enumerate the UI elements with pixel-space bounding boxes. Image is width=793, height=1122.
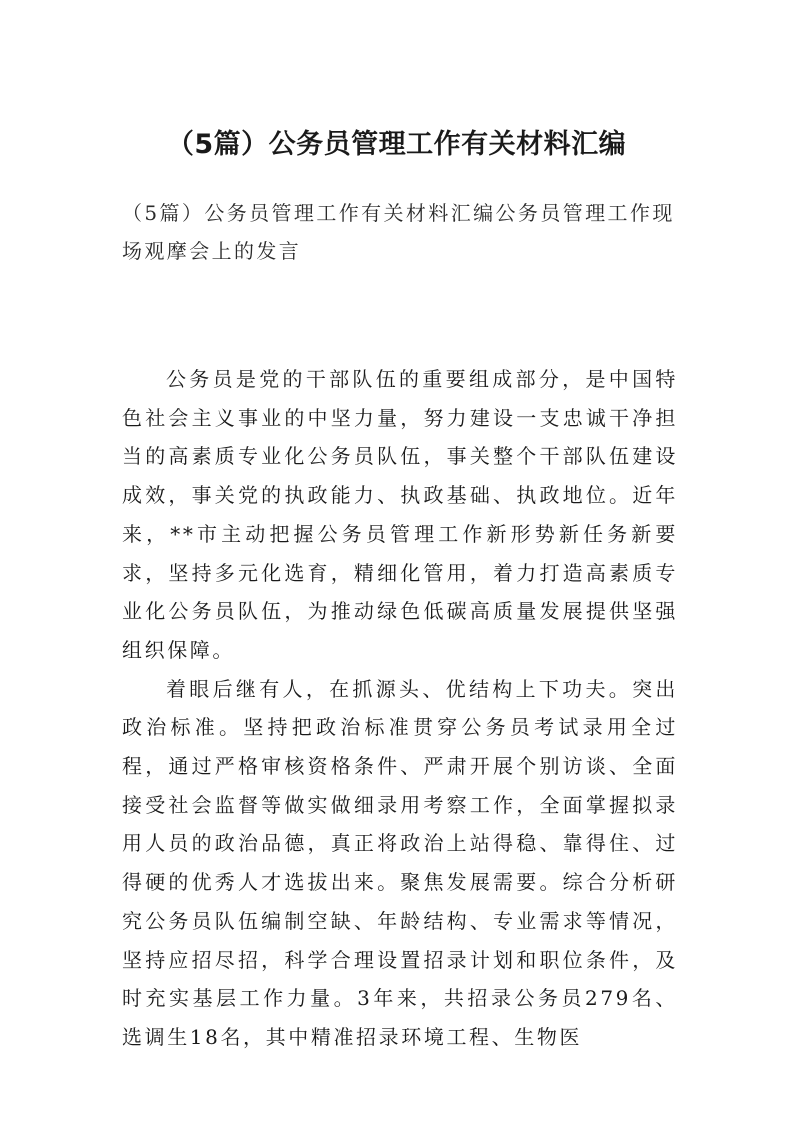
body-paragraph: 着眼后继有人，在抓源头、优结构上下功夫。突出政治标准。坚持把政治标准贯穿公务员考试录用全过程，通过严格审核资格条件、严肃开展个别访谈、全面接受社会监督等做实做细录用考察工作，全面掌握拟录用人员的政治品德，真正将政治上站得稳、靠得住、过得硬的优秀人才选拔出来。聚焦发展需要。综合分析研究公务员队伍编制空缺、年龄结构、专业需求等情况，坚持应招尽招，科学合理设置招录计划和职位条件，及时充实基层工作力量。3年来，共招录公务员279名、选调生18名，其中精准招录环境工程、生物医 <box>122 676 678 1049</box>
body-paragraph: 公务员是党的干部队伍的重要组成部分，是中国特色社会主义事业的中坚力量，努力建设一支忠诚干净担当的高素质专业化公务员队伍，事关整个干部队伍建设成效，事关党的执政能力、执政基础、执政地位。近年来，**市主动把握公务员管理工作新形势新任务新要求，坚持多元化选育，精细化管用，着力打造高素质专业化公务员队伍，为推动绿色低碳高质量发展提供坚强组织保障。 <box>122 367 678 662</box>
document-subtitle: （5篇）公务员管理工作有关材料汇编公务员管理工作现场观摩会上的发言 <box>122 201 675 263</box>
document-body <box>122 360 678 1057</box>
document-title: （5篇）公务员管理工作有关材料汇编 <box>166 129 627 160</box>
